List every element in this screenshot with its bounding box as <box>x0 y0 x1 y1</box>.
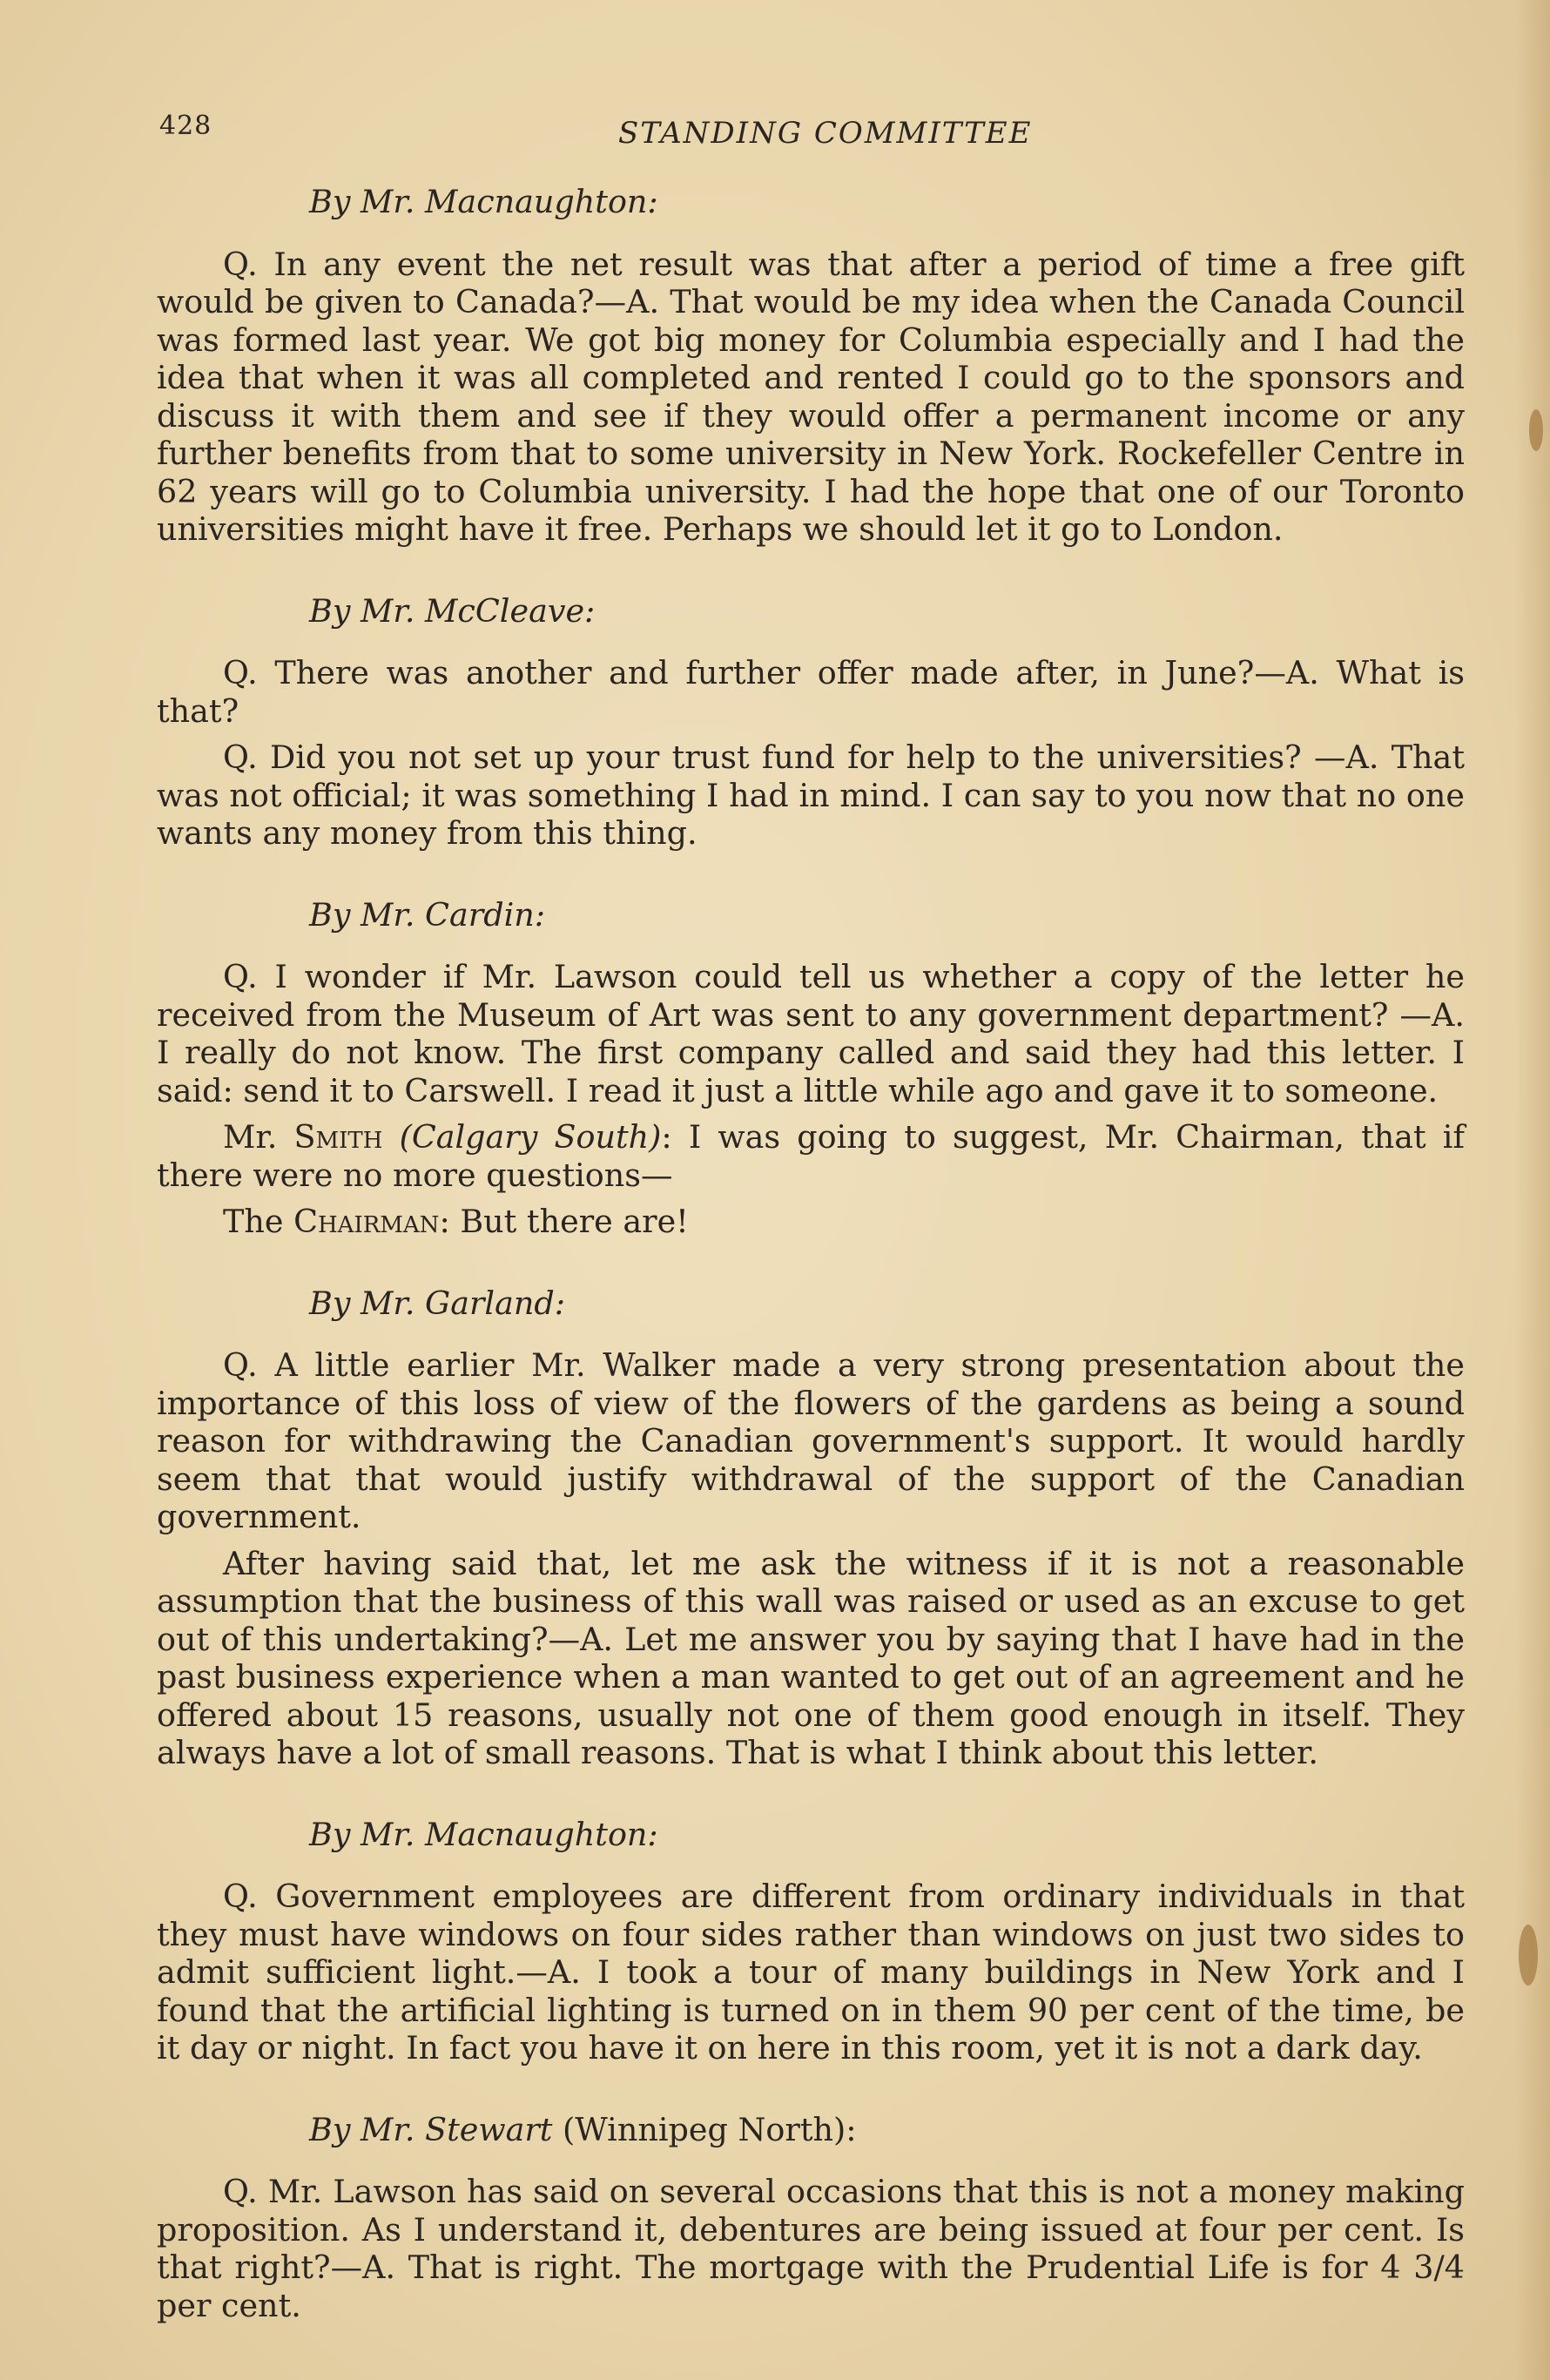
paragraph: Q. I wonder if Mr. Lawson could tell us whether a copy of the letter he received from the Museum of Art was sent to any government department? —A. I really do not know. The first company called and said they had this letter. I said: send it to Carswell. I read it just a little while ago and gave it to someone. <box>157 958 1465 1109</box>
chairman-text: : But there are! <box>439 1203 689 1240</box>
chairman-interjection <box>157 1203 1465 1241</box>
chairman-name: Chairman <box>293 1203 440 1240</box>
smith-prefix: Mr. <box>223 1118 294 1156</box>
speaker-heading: By Mr. Garland: <box>309 1284 566 1322</box>
paragraph: Q. A little earlier Mr. Walker made a very strong presentation about the importance of this loss of view of the flowers of the gardens as being a sound reason for withdrawing the Canadian government's support. It would hardly seem that that would justify withdrawal of the support of the Canadian government. <box>157 1346 1465 1535</box>
paragraph: Q. Government employees are different from ordinary individuals in that they must have windows on four sides rather than windows on just two sides to admit sufficient light.—A. I took a tour of many buildings in New York and I found that the artificial lighting is turned on in them 90 per cent of the time, be it day or night. In fact you have it on here in this room, yet it is not a dark day. <box>157 1878 1465 2066</box>
smith-interjection <box>157 1118 1465 1194</box>
margin-stain <box>1529 409 1543 451</box>
paragraph: After having said that, let me ask the witness if it is not a reasonable assumption that the business of this wall was raised or used as an excuse to get out of this undertaking?—A. Let me answer you by saying that I have had in the past business experience when a man wanted to get out of an agreement and he offered about 15 reasons, usually not one of them good enough in itself. They always have a lot of small reasons. That is what I think about this letter. <box>157 1544 1465 1771</box>
speaker-heading-riding: (Winnipeg North): <box>552 2110 857 2148</box>
smith-text: : I was going to suggest, Mr. Chairman, that if there were no more questions— <box>157 1118 1465 1194</box>
smith-riding: (Calgary South) <box>399 1118 662 1156</box>
page-edge-shading <box>1515 0 1550 2380</box>
chairman-prefix: The <box>223 1203 294 1240</box>
paragraph: Q. In any event the net result was that after a period of time a free gift would be given to Canada?—A. That would be my idea when the Canada Council was formed last year. We got big money for Columbia especially and I had the idea that when it was all completed and rented I could go to the sponsors and discuss it with them and see if they would offer a permanent income or any further benefits from that to some university in New York. Rockefeller Centre in 62 years will go to Columbia university. I had the hope that one of our Toronto universities might have it free. Perhaps we should let it go to London. <box>157 245 1465 548</box>
speaker-heading: By Mr. McCleave: <box>309 591 596 630</box>
smith-name: Smith <box>293 1118 383 1156</box>
paragraph: Q. Mr. Lawson has said on several occasions that this is not a money making proposition. As I understand it, debentures are being issued at four per cent. Is that right?—A. That is right. The mortgage with the Prudential Life is for 4 3/4 per cent. <box>157 2173 1465 2324</box>
page-body <box>157 183 1465 2333</box>
speaker-heading: By Mr. Macnaughton: <box>309 1815 658 1853</box>
page-number: 428 <box>159 111 212 141</box>
paragraph: Q. Did you not set up your trust fund for help to the universities? —A. That was not official; it was something I had in mind. I can say to you now that no one wants any money from this thing. <box>157 738 1465 852</box>
speaker-heading-italic: By Mr. Stewart <box>309 2110 553 2148</box>
speaker-heading: By Mr. Cardin: <box>309 895 546 934</box>
speaker-heading <box>309 2111 1465 2149</box>
speaker-heading: By Mr. Macnaughton: <box>309 183 658 220</box>
margin-stain <box>1519 1925 1538 1986</box>
running-head: STANDING COMMITTEE <box>618 116 1033 151</box>
paragraph: Q. There was another and further offer made after, in June?—A. What is that? <box>157 654 1465 730</box>
